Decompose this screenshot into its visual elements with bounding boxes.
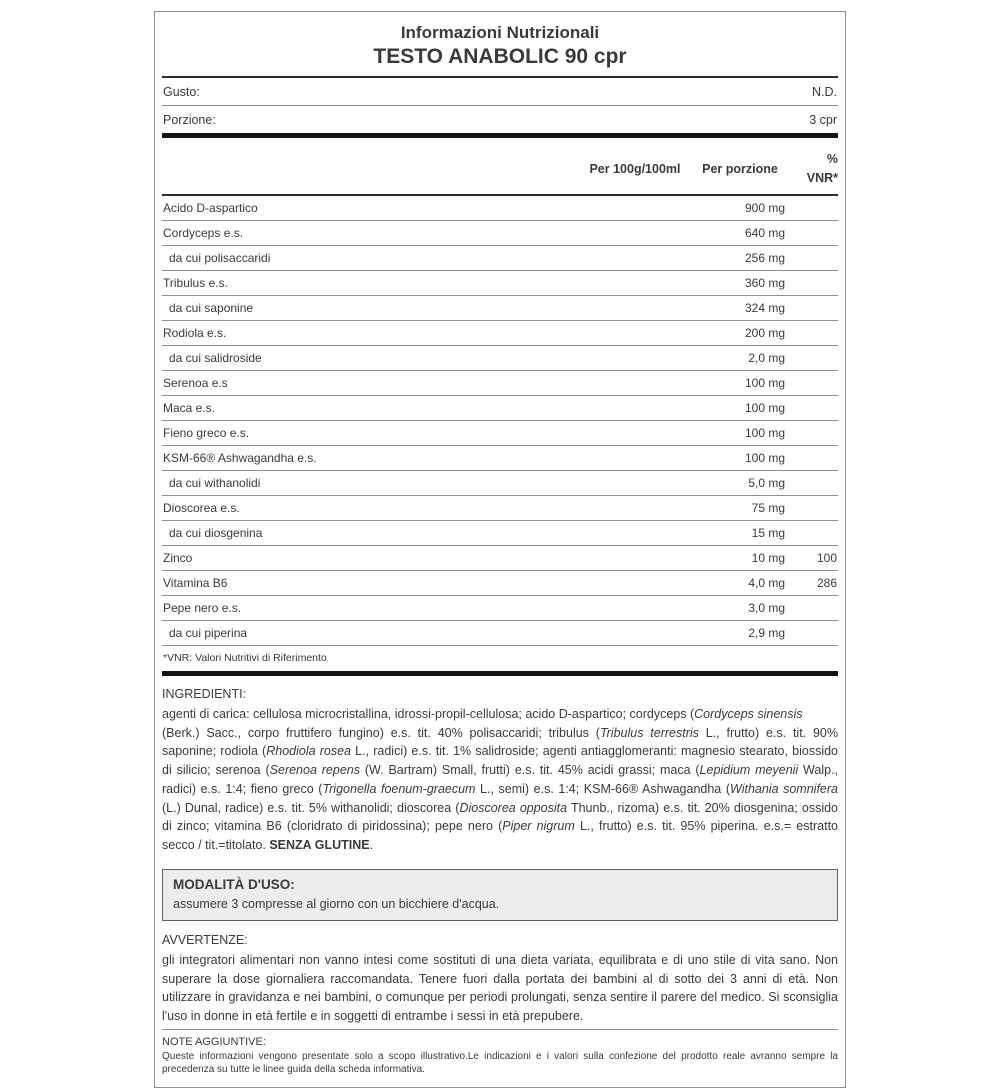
notes-text: Queste informazioni vengono presentate solo a scopo illustrativo.Le indicazioni e i valori sulla confezione del prodotto reale avranno sempre la precedenza su tutte le linee guida della scheda informativa. [162,1050,838,1076]
usage-box [162,869,838,921]
table-row [162,546,838,571]
col-header-vnr-percent: % [826,152,838,166]
table-row [162,571,838,596]
row-porzione-value: 200 mg [744,325,785,340]
row-label: Acido D-aspartico [163,200,258,215]
row-porzione-value: 2,0 mg [748,350,785,365]
table-row [162,321,838,346]
warnings-text: gli integratori alimentari non vanno intesi come sostituti di una dieta variata, equilibrata e di uno stile di vita sano. Non superare la dose giornaliera raccomandata. Tenere fuori dalla portata dei bambini al di sotto dei 3 anni di età. Non utilizzare in gravidanza e nei bambini, o comunque per periodi prolungati, senza sentire il parere del medico. Si sconsiglia l'uso in donne in età fertile e in soggetti di entrambe i sessi in età prepubere. [162,952,838,1023]
ingredient-latin-name: Piper nigrum [502,819,575,834]
row-label: Vitamina B6 [163,575,228,590]
usage-heading: MODALITÀ D'USO: [173,876,295,892]
row-porzione-value: 100 mg [744,375,785,390]
row-porzione-value: 4,0 mg [748,575,785,590]
warnings-heading: AVVERTENZE: [162,932,248,947]
table-row [162,246,838,271]
ingredients-segment: . [369,838,374,852]
table-row [162,396,838,421]
row-porzione-value: 3,0 mg [748,600,785,615]
table-row [162,421,838,446]
row-porzione-value: 10 mg [751,550,785,565]
row-porzione-value: 360 mg [744,275,785,290]
ingredients-segment: Thunb., rizoma) e.s. tit. 20% diosgenina; ossido di zinco; vitamina B6 (cloridrato di piridossina); pepe nero ( [162,800,839,834]
row-porzione-value: 100 mg [744,450,785,465]
row-label: Dioscorea e.s. [163,500,240,515]
gusto-value: N.D. [812,84,837,99]
notes-heading: NOTE AGGIUNTIVE: [162,1035,266,1048]
table-row [162,496,838,521]
row-vnr-value: 100 [816,550,837,565]
row-label: da cui polisaccaridi [169,250,271,265]
table-row [162,621,838,646]
ingredient-latin-name: Tribulus terrestris [599,725,699,740]
row-label: da cui salidroside [169,350,262,365]
row-label: Serenoa e.s [163,375,228,390]
table-row [162,521,838,546]
ingredient-latin-name: Dioscorea opposita [459,800,568,815]
table-row [162,596,838,621]
row-label: Tribulus e.s. [163,275,228,290]
table-row [162,296,838,321]
usage-text: assumere 3 compresse al giorno con un bicchiere d'acqua. [173,896,500,911]
row-vnr-value: 286 [816,575,837,590]
ingredient-latin-name: Cordyceps sinensis [694,706,803,721]
ingredients-segment: agenti di carica: cellulosa microcristallina, idrossi-propil-cellulosa; acido D-aspartico; cordyceps ( [162,706,695,721]
table-row [162,446,838,471]
row-label: Pepe nero e.s. [163,600,242,615]
col-header-vnr-label: VNR* [806,171,838,186]
label-outer-box [154,11,846,1088]
table-header-row [162,138,838,194]
vnr-footnote: *VNR: Valori Nutritivi di Riferimento [163,651,327,664]
product-title: TESTO ANABOLIC 90 cpr [373,45,627,68]
row-label: Fieno greco e.s. [163,425,250,440]
row-porzione-value: 324 mg [744,300,785,315]
col-header-per100: Per 100g/100ml [589,162,681,177]
table-row [162,196,838,221]
row-label: Rodiola e.s. [163,325,227,340]
divider-thin [162,1029,838,1030]
ingredients-segment: L., radici) e.s. tit. 1% salidroside; agenti antiagglomeranti: magnesio stearato, biossido di silicio; serenoa ( [162,744,838,777]
row-porzione-value: 2,9 mg [748,625,785,640]
col-header-vnr [790,150,838,189]
col-header-porzione: Per porzione [702,162,778,177]
ingredients-segment: L., frutto) e.s. tit. 95% piperina. e.s.= estratto secco / tit.=titolato. [162,819,838,852]
gluten-free-note: SENZA GLUTINE [269,838,370,852]
ingredients-segment: Walp., radici) e.s. 1:4; fieno greco ( [162,763,839,796]
row-porzione-value: 640 mg [744,225,785,240]
row-label: Maca e.s. [163,400,216,415]
gusto-row [162,78,838,105]
ingredients-heading: INGREDIENTI: [162,686,247,701]
table-row [162,371,838,396]
row-label: Cordyceps e.s. [163,225,244,240]
table-row [162,271,838,296]
ingredient-latin-name: Rhodiola rosea [266,744,352,759]
porzione-value: 3 cpr [809,112,837,127]
porzione-label: Porzione: [163,112,216,127]
ingredients-segment: (L.) Dunal, radice) e.s. tit. 5% withanolidi; dioscorea ( [162,800,460,815]
row-porzione-value: 15 mg [751,525,785,540]
table-row [162,221,838,246]
row-porzione-value: 75 mg [751,500,785,515]
table-row [162,471,838,496]
table-row [162,346,838,371]
row-porzione-value: 100 mg [744,400,785,415]
nutrition-label-sheet [0,11,1000,1076]
gusto-label: Gusto: [163,84,200,99]
row-porzione-value: 5,0 mg [748,475,785,490]
row-label: da cui piperina [169,625,248,640]
row-label: KSM-66® Ashwagandha e.s. [163,450,317,465]
row-porzione-value: 256 mg [744,250,785,265]
row-label: da cui saponine [169,300,254,315]
row-porzione-value: 900 mg [744,200,785,215]
ingredients-segment: L., semi) e.s. 1:4; KSM-66® Ashwagandha ( [475,781,730,796]
row-porzione-value: 100 mg [744,425,785,440]
row-label: Zinco [163,550,193,565]
ingredients-segment: (W. Bartram) Small, frutti) e.s. tit. 45% acidi grassi; maca ( [360,763,700,777]
ingredient-latin-name: Serenoa repens [269,763,360,777]
ingredient-latin-name: Withania somnifera [730,781,838,796]
row-label: da cui withanolidi [169,475,261,490]
ingredient-latin-name: Trigonella foenum-graecum [322,781,476,796]
nutrition-table-body [162,196,838,646]
ingredients-text [162,705,838,855]
divider-bar [162,671,838,676]
ingredients-segment: L., frutto) e.s. tit. 90% saponine; rodiola ( [162,725,838,759]
porzione-row [162,106,838,133]
ingredients-segment: (Berk.) Sacc., corpo fruttifero fungino) e.s. tit. 40% polisaccaridi; tribulus ( [162,725,600,740]
row-label: da cui diosgenina [169,525,263,540]
ingredient-latin-name: Lepidium meyenii [699,763,799,777]
label-section-title: Informazioni Nutrizionali [400,23,600,42]
